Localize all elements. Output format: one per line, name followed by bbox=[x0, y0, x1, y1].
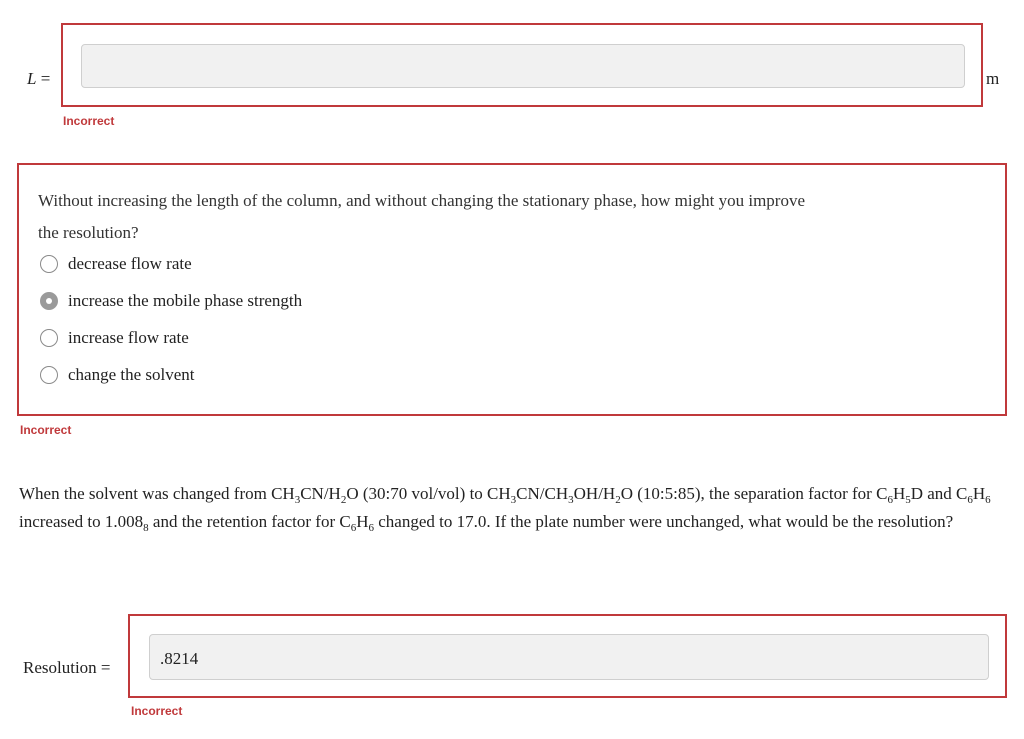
l-answer-box bbox=[61, 23, 983, 107]
option-label: increase the mobile phase strength bbox=[68, 291, 303, 310]
l-variable: L bbox=[27, 69, 37, 88]
l-unit: m bbox=[986, 69, 1000, 88]
option-increase-flow-rate[interactable] bbox=[40, 325, 189, 351]
radio-button[interactable] bbox=[40, 329, 58, 347]
l-label bbox=[27, 69, 50, 89]
resolution-status-incorrect: Incorrect bbox=[131, 704, 183, 718]
resolution-question-line2: the resolution? bbox=[38, 223, 139, 242]
resolution-question-line1: Without increasing the length of the column, and without changing the stationary phase, how might you improve bbox=[38, 191, 805, 210]
resolution-answer-box bbox=[128, 614, 1007, 698]
option-label: change the solvent bbox=[68, 365, 195, 384]
solvent-change-paragraph: When the solvent was changed from $CH_3CN/H_2O$ (30:70 vol/vol) to $CH_3CN/CH_3OH/H_2O$ (10:5:85), the separation factor for $C_6H_5D$ and $C_6H_6$ increased to $1.008_8$ and the retention factor for $C_6H_6$ changed to 17.0. If the plate number were unchanged, what would be the resolution? bbox=[19, 484, 991, 534]
l-status-incorrect: Incorrect bbox=[63, 114, 115, 128]
option-increase-mobile-phase-strength[interactable] bbox=[40, 288, 302, 314]
resolution-label: Resolution = bbox=[23, 658, 111, 677]
radio-button[interactable] bbox=[40, 255, 58, 273]
radio-status-incorrect: Incorrect bbox=[20, 423, 72, 437]
option-label: decrease flow rate bbox=[68, 254, 192, 273]
l-input[interactable] bbox=[81, 44, 965, 88]
radio-button[interactable] bbox=[40, 366, 58, 384]
radio-button-selected[interactable] bbox=[40, 292, 58, 310]
option-label: increase flow rate bbox=[68, 328, 189, 347]
option-decrease-flow-rate[interactable] bbox=[40, 251, 192, 277]
l-equals: = bbox=[36, 69, 51, 88]
resolution-input[interactable]: .8214 bbox=[149, 634, 989, 680]
option-change-the-solvent[interactable] bbox=[40, 362, 195, 388]
